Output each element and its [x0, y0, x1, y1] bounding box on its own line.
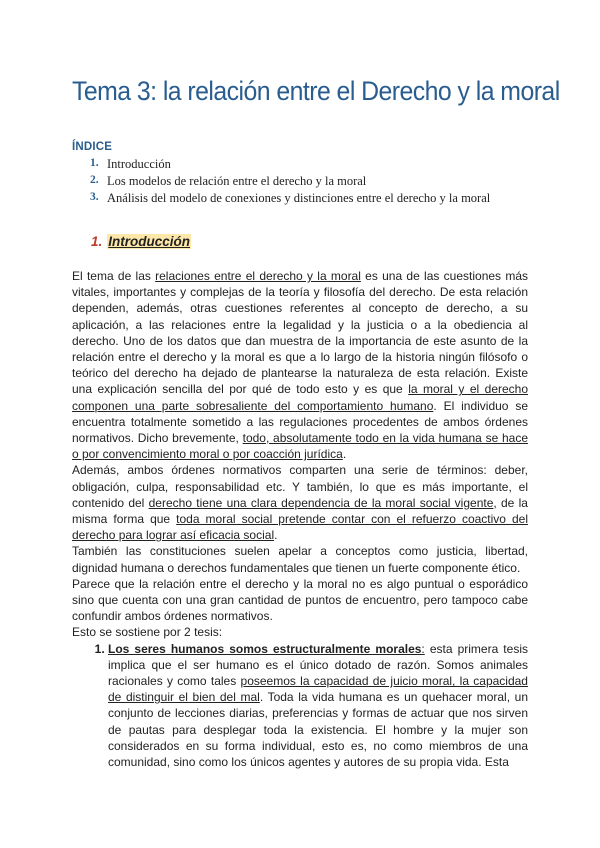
toc-number: 3.: [90, 191, 99, 203]
text-run: El tema de las: [72, 269, 156, 283]
text-run: , de la misma forma que: [72, 495, 528, 527]
underlined-phrase: poseemos la capacidad de juicio moral, la capacidad de distinguir el bien del mal: [108, 674, 528, 705]
section-number: 1.: [91, 234, 103, 249]
text-run: . El individuo se encuentra totalmente sometido a las regulaciones procedentes de ambos órdenes normativos. Dicho brevemente,: [72, 398, 529, 446]
toc-label: Los modelos de relación entre el derecho y la moral: [107, 174, 367, 188]
text-run: .: [342, 447, 347, 462]
underlined-phrase: todo, absolutamente todo en la vida humana se hace o por convencimiento moral o por coacción jurídica: [72, 431, 529, 462]
toc-label: Análisis del modelo de conexiones y distinciones entre el derecho y la moral: [107, 191, 491, 205]
paragraph: [72, 268, 528, 462]
text-run: Además, ambos órdenes normativos comparten una serie de términos: deber, obligación, culpa, responsabilidad etc. Y también, lo que es más importante, el contenido del: [72, 463, 528, 510]
text-run: es una de las cuestiones más vitales, importantes y complejas de la teoría y filosofía del derecho. De esta relación dependen, además, otras cuestiones referentes al concepto de derecho, a su aplicación, a las relaciones entre la legalidad y la justicia o a la obediencia al derecho. Uno de los datos que dan muestra de la importancia de este asunto de la relación entre el derecho y la moral es que a lo largo de la historia ningún filósofo o teórico del derecho ha dejado de plantearse la naturaleza de esta relación. Existe una explicación sencilla del por qué de todo esto y es que: [72, 269, 528, 397]
index-label: ÍNDICE: [72, 141, 113, 153]
text-run: . Toda la vida humana es un quehacer moral, un conjunto de lecciones diarias, preferencias y formas de actuar que nos sirven de pautas para desplegar toda la existencia. El hombre y la mujer son considerados en su forma individual, esto es, no como miembros de una comunidad, sino como los únicos agentes y autores de su propia vida. Esta: [108, 690, 528, 770]
thesis-list: [72, 641, 528, 771]
section-heading: [91, 234, 191, 249]
paragraph: Parece que la relación entre el derecho y la moral no es algo puntual o esporádico sino que cuenta con una gran cantidad de puntos de encuentro, pero tampoco cabe confundir ambos órdenes normativos.: [72, 576, 528, 624]
paragraph: [72, 462, 528, 543]
underlined-phrase: derecho tiene una clara dependencia de la moral social vigente: [148, 495, 494, 510]
section-title: Introducción: [108, 234, 191, 249]
underlined-phrase: relaciones entre el derecho y la moral: [155, 269, 361, 283]
thesis-title: Los seres humanos somos estructuralmente morales: [108, 641, 422, 656]
text-run: .: [274, 528, 278, 543]
thesis-item: [108, 641, 528, 771]
underlined-phrase: la moral y el derecho componen una parte sobresaliente del comportamiento humano: [72, 382, 529, 413]
paragraph: Esto se sostiene por 2 tesis:: [72, 625, 223, 640]
body-text: [72, 268, 528, 770]
text-run: esta primera tesis implica que el ser humano es el único dotado de razón. Somos animales racionales y como tales: [108, 641, 528, 689]
toc-number: 1.: [90, 157, 99, 169]
page-title: Tema 3: la relación entre el Derecho y la moral: [72, 76, 560, 106]
underlined-phrase: toda moral social pretende contar con el refuerzo coactivo del derecho para lograr así eficacia social: [72, 512, 529, 543]
toc-number: 2.: [90, 174, 99, 186]
toc-label: Introducción: [107, 157, 171, 171]
text-run: :: [421, 641, 425, 656]
paragraph: También las constituciones suelen apelar a conceptos como justicia, libertad, dignidad humana o derechos fundamentales que tienen un fuerte componente ético.: [72, 544, 528, 575]
